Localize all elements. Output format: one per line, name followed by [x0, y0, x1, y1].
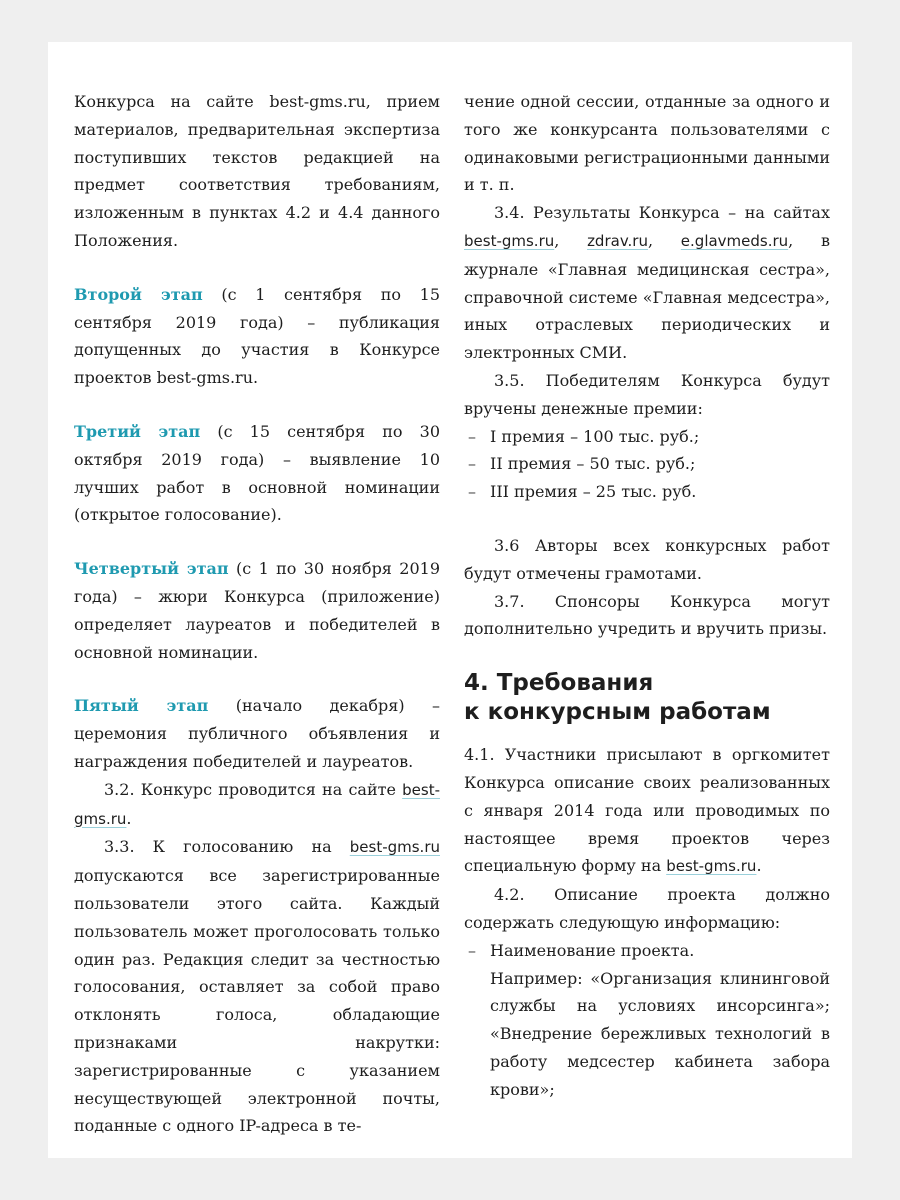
list-item: – III премия – 25 тыс. руб. [464, 478, 830, 506]
site-link[interactable]: best-gms.ru [349, 838, 440, 857]
p41-text: 4.1. Участники присылают в оргкомитет Конкурса описание своих реализованных с января 2014 года или проводимых по настоящее время проектов через специальную форму на [464, 745, 830, 876]
paragraph-stage3 [74, 418, 440, 529]
paragraph-3-3 [74, 833, 440, 1140]
paragraph-3-5: 3.5. Победителям Конкурса будут вручены денежные премии: [464, 370, 830, 418]
paragraph-stage1-cont: Конкурса на сайте best-gms.ru, прием материалов, предварительная экспертиза поступивших текстов редакцией на предмет соответствия требованиям, изложенным в пунктах 4.2 и 4.4 данного Положения. [74, 92, 440, 250]
p41-end: . [756, 856, 762, 876]
stage3-name: Третий этап [74, 421, 201, 441]
heading-line-1: 4. Требования [464, 670, 654, 697]
document-page [48, 42, 852, 1158]
site-link[interactable]: best-gms.ru [666, 857, 757, 876]
right-column [464, 88, 830, 1104]
site-link[interactable]: best-gms.ru [74, 780, 440, 828]
paragraph-stage5 [74, 692, 440, 775]
site-link[interactable]: zdrav.ru [587, 231, 648, 250]
p34-sep: , [554, 230, 588, 250]
p34-start: 3.4. Результаты Конкурса – на сайтах [494, 203, 830, 223]
stage4-name: Четвертый этап [74, 559, 229, 579]
p33-text: допускаются все зарегистрированные пользователи этого сайта. Каждый пользователь может проголосовать только один раз. Редакция следит за честностью голосования, оставляет за собой право отклонять голоса, обладающие признаками накрутки: зарегистрированные с указанием несуществующей электронной почты, поданные с одного IP-адреса в те- [74, 866, 440, 1136]
stage2-text: (с 1 сентября по 15 сентября 2019 года) – публикация допущенных до участия в Конкурсе проектов best-gms.ru. [74, 284, 440, 388]
paragraph-3-4 [464, 199, 830, 367]
p32-text: 3.2. Конкурс проводится на сайте [104, 779, 403, 799]
site-link[interactable]: best-gms.ru [464, 231, 555, 250]
stage4-text: (с 1 по 30 ноября 2019 года) – жюри Конкурса (приложение) определяет лауреатов и победителей в основной номинации. [74, 559, 440, 662]
info-list [464, 937, 830, 965]
paragraph-stage2 [74, 281, 440, 392]
paragraph-3-7: 3.7. Спонсоры Конкурса могут дополнительно учредить и вручить призы. [464, 591, 830, 639]
left-column [74, 88, 440, 1140]
paragraph-stage4 [74, 555, 440, 666]
p33-start: 3.3. К голосованию на [104, 837, 350, 857]
paragraph-4-1 [464, 741, 830, 881]
list-item: – Наименование проекта. [464, 937, 830, 965]
example-text: Например: «Организация клининговой службы на условиях инсорсинга»; «Внедрение бережливых технологий в работу медсестер кабинета забора крови»; [490, 968, 830, 1099]
prize-list [464, 423, 830, 506]
paragraph-3-3-cont: чение одной сессии, отданные за одного и того же конкурсанта пользователями с одинаковыми регистрационными данными и т. п. [464, 92, 830, 195]
site-link[interactable]: e.glavmeds.ru [680, 231, 789, 250]
stage5-text: (начало декабря) – церемония публичного объявления и награждения победителей и лауреатов. [74, 696, 440, 771]
stage5-name: Пятый этап [74, 696, 209, 716]
heading-line-2: к конкурсным работам [464, 699, 771, 726]
paragraph-3-2 [74, 776, 440, 834]
p32-end: . [126, 808, 132, 828]
section-heading [464, 669, 830, 727]
paragraph-4-2: 4.2. Описание проекта должно содержать следующую информацию: [464, 885, 830, 932]
list-item: – I премия – 100 тыс. руб.; [464, 423, 830, 451]
p34-text: , в журнале «Главная медицинская сестра», справочной системе «Главная медсестра», иных отраслевых периодических и электронных СМИ. [464, 230, 830, 363]
stage3-text: (с 15 сентября по 30 октября 2019 года) – выявление 10 лучших работ в основной номинации (открытое голосование). [74, 421, 440, 525]
list-item: – II премия – 50 тыс. руб.; [464, 450, 830, 478]
p34-sep: , [647, 230, 681, 250]
stage2-name: Второй этап [74, 284, 203, 304]
paragraph-3-6: 3.6 Авторы всех конкурсных работ будут отмечены грамотами. [464, 535, 830, 583]
